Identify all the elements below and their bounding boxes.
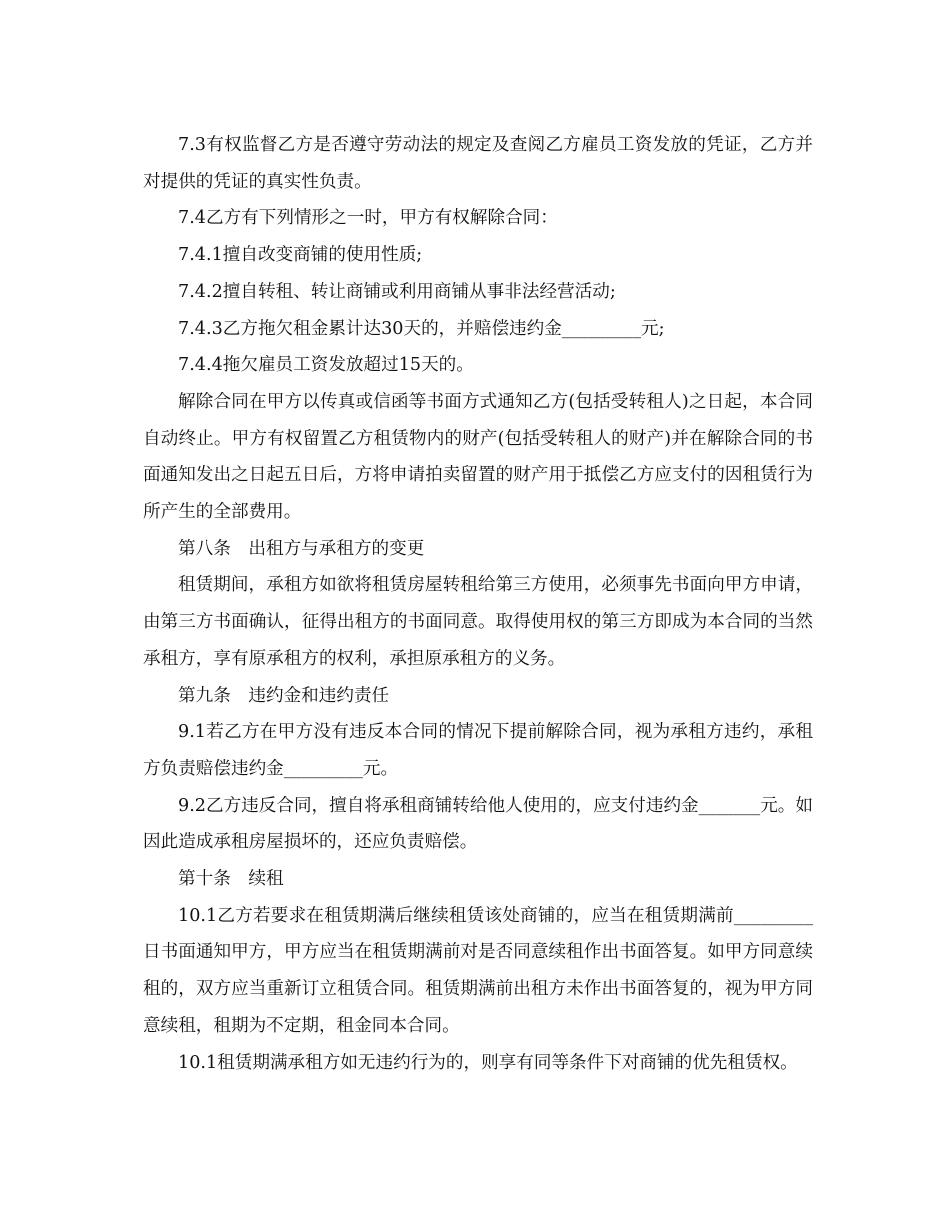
clause-9-2: 9.2乙方违反合同，擅自将承租商铺转给他人使用的，应支付违约金_______元。如因此造成承租房屋损坏的，还应负责赔偿。	[143, 795, 813, 853]
clause-7-4: 7.4乙方有下列情形之一时，甲方有权解除合同：	[178, 208, 558, 229]
clause-7-4-4: 7.4.4拖欠雇员工资发放超过15天的。	[178, 355, 474, 376]
clause-9-1: 9.1若乙方在甲方没有违反本合同的情况下提前解除合同，视为承租方违约，承租方负责赔偿违约金_________元。	[143, 722, 813, 779]
article-8-heading: 第八条 出租方与承租方的变更	[178, 538, 425, 559]
clause-7-4-2: 7.4.2擅自转租、转让商铺或利用商铺从事非法经营活动;	[178, 281, 616, 302]
article-10-heading: 第十条 续租	[178, 869, 284, 890]
clause-7-4-3: 7.4.3乙方拖欠租金累计达30天的，并赔偿违约金_________元;	[178, 318, 665, 339]
clause-7-4-1: 7.4.1擅自改变商铺的使用性质;	[178, 245, 423, 266]
contract-body	[143, 127, 813, 1081]
clause-10-1-priority: 10.1租赁期满承租方如无违约行为的，则享有同等条件下对商铺的优先租赁权。	[178, 1052, 798, 1073]
article-9-heading: 第九条 违约金和违约责任	[178, 685, 390, 706]
termination-paragraph: 解除合同在甲方以传真或信函等书面方式通知乙方(包括受转租人)之日起，本合同自动终止。甲方有权留置乙方租赁物内的财产(包括受转租人的财产)并在解除合同的书面通知发出之日起五日后，方将申请拍卖留置的财产用于抵偿乙方应支付的因租赁行为所产生的全部费用。	[143, 391, 813, 523]
clause-10-1: 10.1乙方若要求在租赁期满后继续租赁该处商铺的，应当在租赁期满前_________日书面通知甲方，甲方应当在租赁期满前对是否同意续租作出书面答复。如甲方同意续租的，双方应当重新订立租赁合同。租赁期满前出租方未作出书面答复的，视为甲方同意续租，租期为不定期，租金同本合同。	[143, 905, 813, 1036]
article-8-body: 租赁期间，承租方如欲将租赁房屋转租给第三方使用，必须事先书面向甲方申请，由第三方书面确认，征得出租方的书面同意。取得使用权的第三方即成为本合同的当然承租方，享有原承租方的权利，承担原承租方的义务。	[143, 575, 813, 669]
clause-7-3: 7.3有权监督乙方是否遵守劳动法的规定及查阅乙方雇员工资发放的凭证，乙方并对提供的凭证的真实性负责。	[143, 135, 813, 192]
